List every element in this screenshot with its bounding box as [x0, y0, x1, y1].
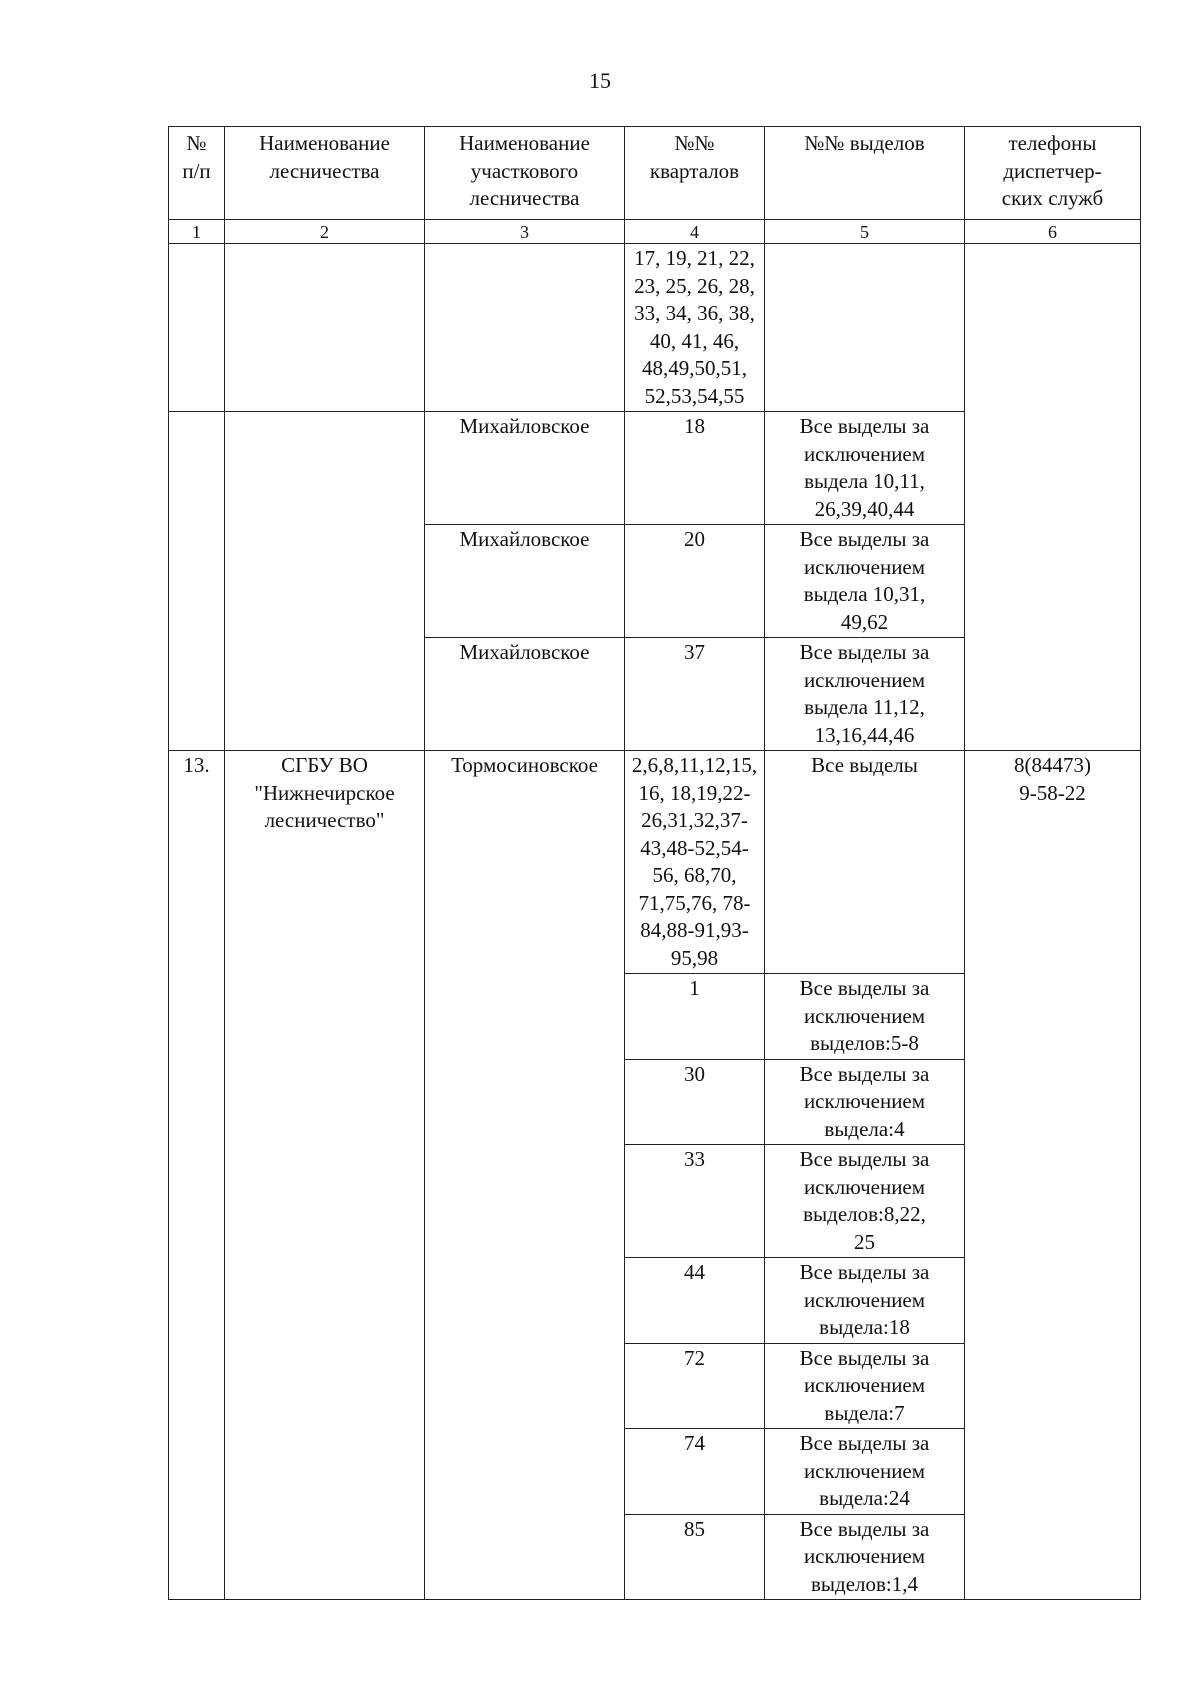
district-forestry-cell: Михайловское [425, 525, 625, 638]
plots-cell: Все выделы [765, 751, 965, 974]
row-number-cell [169, 244, 225, 412]
forestry-table [168, 126, 1141, 1600]
quarters-cell: 33 [625, 1145, 765, 1258]
plots-cell: Все выделы за исключением выдела 10,31, 49,62 [765, 525, 965, 638]
column-number-row [169, 220, 1141, 244]
district-forestry-cell [425, 244, 625, 412]
header-row [169, 127, 1141, 220]
header-forestry-name: Наименование лесничества [225, 127, 425, 220]
page-number: 15 [589, 68, 611, 93]
column-number: 4 [625, 220, 765, 244]
plots-cell: Все выделы за исключением выделов:5-8 [765, 974, 965, 1060]
quarters-cell: 18 [625, 412, 765, 525]
quarters-cell: 85 [625, 1514, 765, 1600]
forestry-name-cell [225, 244, 425, 412]
quarters-cell: 74 [625, 1429, 765, 1515]
header-quarters: №№ кварталов [625, 127, 765, 220]
row-number-cell [169, 412, 225, 751]
plots-cell: Все выделы за исключением выдела 10,11, 26,39,40,44 [765, 412, 965, 525]
plots-cell: Все выделы за исключением выделов:1,4 [765, 1514, 965, 1600]
column-number: 5 [765, 220, 965, 244]
plots-cell: Все выделы за исключением выдела:24 [765, 1429, 965, 1515]
quarters-cell: 20 [625, 525, 765, 638]
plots-cell [765, 244, 965, 412]
header-plots: №№ выделов [765, 127, 965, 220]
table-row [169, 751, 1141, 974]
forestry-name-cell: СГБУ ВО "Нижнечирское лесничество" [225, 751, 425, 1600]
plots-cell: Все выделы за исключением выделов:8,22, 25 [765, 1145, 965, 1258]
plots-cell: Все выделы за исключением выдела:7 [765, 1343, 965, 1429]
forestry-name-cell [225, 412, 425, 751]
quarters-cell: 2,6,8,11,12,15, 16, 18,19,22- 26,31,32,37- 43,48-52,54- 56, 68,70, 71,75,76, 78- 84,88-91,93- 95,98 [625, 751, 765, 974]
quarters-cell: 30 [625, 1059, 765, 1145]
quarters-cell: 1 [625, 974, 765, 1060]
quarters-cell: 44 [625, 1258, 765, 1344]
header-district-forestry: Наименование участкового лесничества [425, 127, 625, 220]
district-forestry-cell: Михайловское [425, 412, 625, 525]
header-number: № п/п [169, 127, 225, 220]
column-number: 1 [169, 220, 225, 244]
quarters-cell: 17, 19, 21, 22, 23, 25, 26, 28, 33, 34, 36, 38, 40, 41, 46, 48,49,50,51, 52,53,54,55 [625, 244, 765, 412]
phone-cell: 8(84473) 9-58-22 [965, 751, 1141, 1600]
column-number: 3 [425, 220, 625, 244]
district-forestry-cell: Михайловское [425, 638, 625, 751]
district-forestry-cell: Тормосиновское [425, 751, 625, 1600]
plots-cell: Все выделы за исключением выдела:18 [765, 1258, 965, 1344]
header-phones: телефоны диспетчер- ских служб [965, 127, 1141, 220]
column-number: 6 [965, 220, 1141, 244]
quarters-cell: 37 [625, 638, 765, 751]
table-row [169, 244, 1141, 412]
plots-cell: Все выделы за исключением выдела 11,12, 13,16,44,46 [765, 638, 965, 751]
row-number-cell: 13. [169, 751, 225, 1600]
plots-cell: Все выделы за исключением выдела:4 [765, 1059, 965, 1145]
phone-cell [965, 244, 1141, 751]
quarters-cell: 72 [625, 1343, 765, 1429]
column-number: 2 [225, 220, 425, 244]
